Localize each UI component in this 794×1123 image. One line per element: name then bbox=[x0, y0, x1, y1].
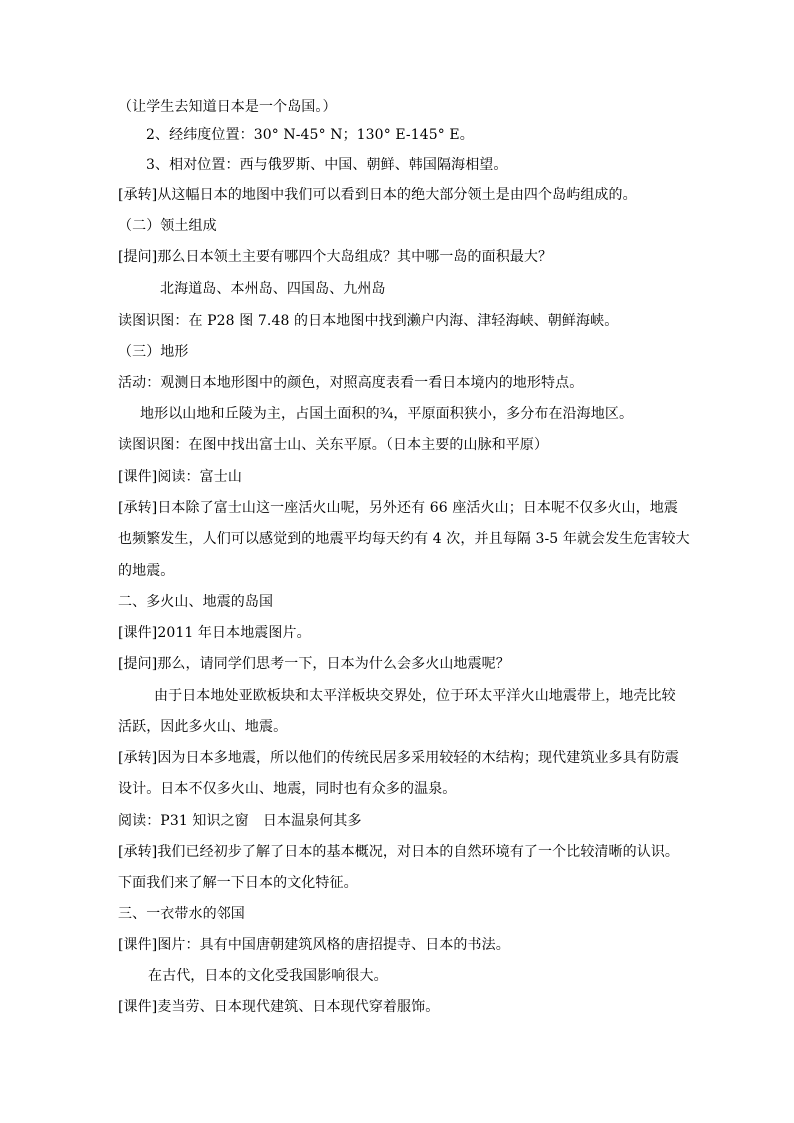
text-line: [课件]阅读：富士山 bbox=[118, 469, 242, 485]
text-line: 活动：观测日本地形图中的颜色，对照高度表看一看日本境内的地形特点。 bbox=[118, 375, 584, 391]
text-line: 在古代，日本的文化受我国影响很大。 bbox=[148, 968, 388, 984]
text-line: 3、相对位置：西与俄罗斯、中国、朝鲜、韩国隔海相望。 bbox=[146, 157, 508, 173]
section-heading: （二）领土组成 bbox=[118, 218, 217, 234]
text-line: [承转]因为日本多地震，所以他们的传统民居多采用较轻的木结构；现代建筑业多具有防震 bbox=[118, 750, 680, 766]
text-line: [承转]日本除了富士山这一座活火山呢，另外还有 66 座活火山；日本呢不仅多火山，地震 bbox=[118, 500, 678, 516]
text-line: （让学生去知道日本是一个岛国。） bbox=[118, 99, 337, 115]
text-line: 读图识图：在图中找出富士山、关东平原。（日本主要的山脉和平原） bbox=[118, 437, 549, 453]
text-line: [承转]从这幅日本的地图中我们可以看到日本的绝大部分领土是由四个岛屿组成的。 bbox=[118, 187, 637, 203]
text-line: 活跃，因此多火山、地震。 bbox=[118, 719, 288, 735]
text-line: 阅读：P31 知识之窗 日本温泉何其多 bbox=[118, 813, 362, 829]
text-line: 北海道岛、本州岛、四国岛、九州岛 bbox=[160, 281, 386, 297]
text-line: 设计。日本不仅多火山、地震，同时也有众多的温泉。 bbox=[118, 781, 457, 797]
text-line: [课件]麦当劳、日本现代建筑、日本现代穿着服饰。 bbox=[118, 999, 440, 1015]
text-line: 地形以山地和丘陵为主，占国土面积的¾，平原面积狭小，多分布在沿海地区。 bbox=[140, 406, 634, 422]
text-line: 2、经纬度位置：30° N-45° N；130° E-145° E。 bbox=[146, 127, 474, 143]
section-heading: （三）地形 bbox=[118, 344, 189, 360]
text-line: 也频繁发生，人们可以感觉到的地震平均每天约有 4 次，并且每隔 3-5 年就会发生危害较大 bbox=[118, 531, 690, 547]
text-line: 下面我们来了解一下日本的文化特征。 bbox=[118, 875, 358, 891]
text-line: [课件]图片：具有中国唐朝建筑风格的唐招提寺、日本的书法。 bbox=[118, 937, 510, 953]
text-line: 读图识图：在 P28 图 7.48 的日本地图中找到濑户内海、津轻海峡、朝鲜海峡。 bbox=[118, 313, 619, 329]
section-heading: 三、一衣带水的邻国 bbox=[118, 906, 245, 922]
text-line: [课件]2011 年日本地震图片。 bbox=[118, 625, 311, 641]
text-line: [承转]我们已经初步了解了日本的基本概况，对日本的自然环境有了一个比较清晰的认识。 bbox=[118, 844, 680, 860]
text-line: [提问]那么日本领土主要有哪四个大岛组成？其中哪一岛的面积最大？ bbox=[118, 249, 553, 265]
text-line: [提问]那么，请同学们思考一下，日本为什么会多火山地震呢？ bbox=[118, 656, 510, 672]
text-line: 由于日本地处亚欧板块和太平洋板块交界处，位于环太平洋火山地震带上，地壳比较 bbox=[154, 688, 676, 704]
text-line: 的地震。 bbox=[118, 563, 175, 579]
section-heading: 二、多火山、地震的岛国 bbox=[118, 594, 274, 610]
